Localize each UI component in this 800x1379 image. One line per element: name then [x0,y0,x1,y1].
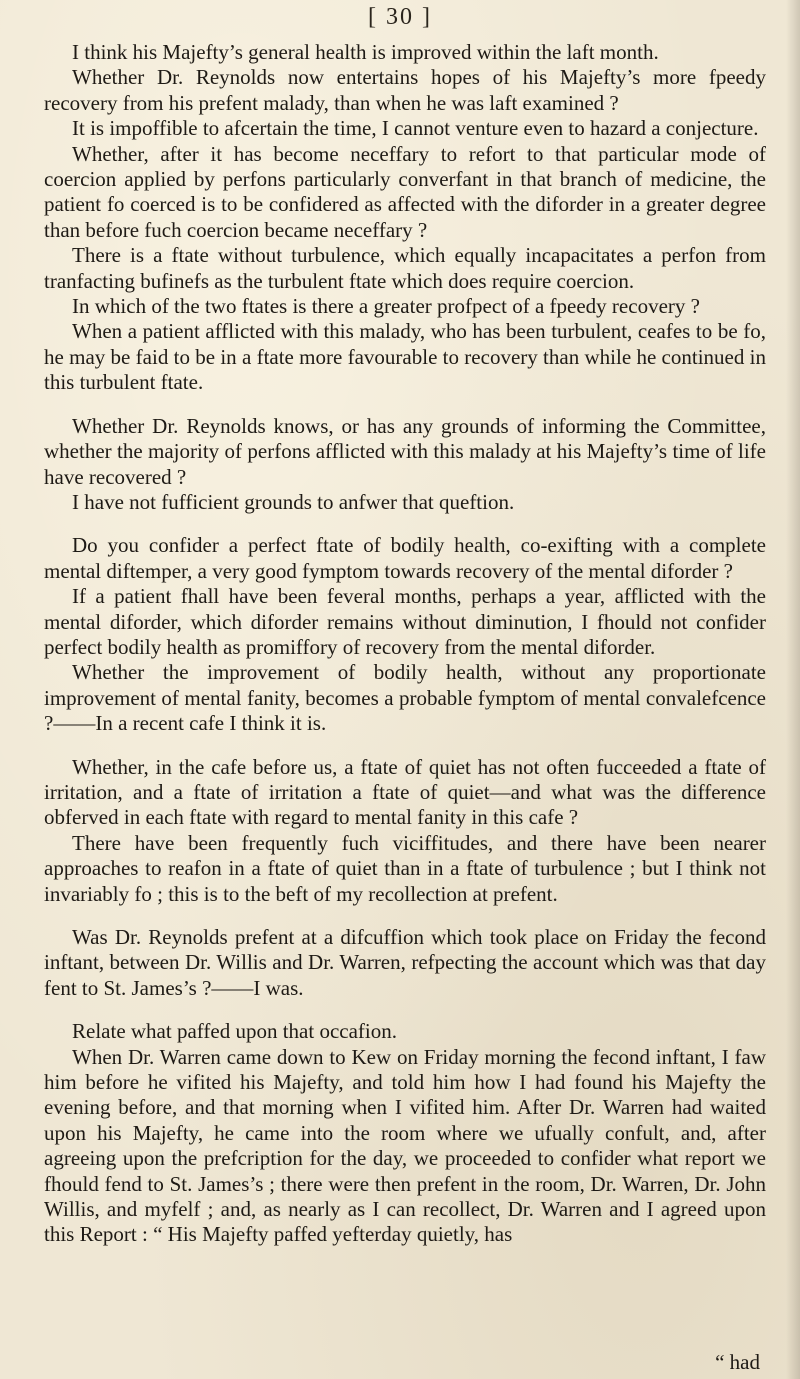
paragraph-12: Whether the improvement of bodily health, without any proportionate improvement of mental fanity, becomes a probable fymptom of mental convalefcence ?——In a recent cafe I think it is. [44,660,766,736]
paragraph-17: When Dr. Warren came down to Kew on Friday morning the fecond inftant, I faw him before he vifited his Majefty, and told him how I had found his Majefty the evening before, and that morning when I vifited him. After Dr. Warren had waited upon his Majefty, he came into the room where we ufually confult, and, after agreeing upon the prefcription for the day, we proceeded to confider what report we fhould fend to St. James’s ; there were then prefent in the room, Dr. Warren, Dr. John Willis, and myfelf ; and, as nearly as I can recollect, Dr. Warren and I agreed upon this Report : “ His Majefty paffed yefterday quietly, has [44,1044,766,1247]
page-edge-shadow [786,0,800,1379]
paragraph-15: Was Dr. Reynolds prefent at a difcuffion which took place on Friday the fecond inftant, between Dr. Willis and Dr. Warren, refpecting the account which was that day fent to St. James’s ?——I was. [44,925,766,1000]
paragraph-10: Do you confider a perfect ftate of bodily health, co-exifting with a complete mental diftemper, a very good fymptom towards recovery of the mental diforder ? [44,533,766,583]
catchword: “ had [715,1350,760,1374]
paragraph-13: Whether, in the cafe before us, a ftate of quiet has not often fucceeded a ftate of irritation, and a ftate of irritation a ftate of quiet—and what was the difference obferved in each ftate with regard to mental fanity in this cafe ? [44,754,766,830]
paragraph-14: There have been frequently fuch viciffitudes, and there have been nearer approaches to reafon in a ftate of quiet than in a ftate of turbulence ; but I think not invariably fo ; this is to the beft of my recollection at prefent. [44,830,766,906]
page-number: [ 30 ] [368,4,432,30]
paragraph-9: I have not fufficient grounds to anfwer that queftion. [72,489,515,514]
paragraph-6: In which of the two ftates is there a greater profpect of a fpeedy recovery ? [72,294,700,319]
paragraph-16: Relate what paffed upon that occafion. [72,1019,397,1044]
paragraph-1: I think his Majefty’s general health is improved within the laft month. [72,40,659,64]
paragraph-4: Whether, after it has become neceffary to refort to that particular mode of coercion applied by perfons particularly converfant in that branch of medicine, the patient fo coerced is to be confidered as affected with the diforder in a greater degree than before fuch coercion became neceffary ? [44,141,766,242]
paragraph-3: It is impoffible to afcertain the time, I cannot venture even to hazard a conjecture. [72,116,759,141]
page-body [44,40,766,1248]
paragraph-11: If a patient fhall have been feveral months, perhaps a year, afflicted with the mental diforder, which diforder remains without diminution, I fhould not confider perfect bodily health as promiffory of recovery from the mental diforder. [44,584,766,659]
paragraph-5: There is a ftate without turbulence, which equally incapacitates a perfon from tranfacting bufinefs as the turbulent ftate which does require coercion. [44,243,766,293]
paragraph-2: Whether Dr. Reynolds now entertains hopes of his Majefty’s more fpeedy recovery from his prefent malady, than when he was laft examined ? [44,65,766,115]
paragraph-8: Whether Dr. Reynolds knows, or has any grounds of informing the Committee, whether the majority of perfons afflicted with this malady at his Majefty’s time of life have recovered ? [44,413,766,489]
paragraph-7: When a patient afflicted with this malady, who has been turbulent, ceafes to be fo, he may be faid to be in a ftate more favourable to recovery than while he continued in this turbulent ftate. [44,319,766,395]
